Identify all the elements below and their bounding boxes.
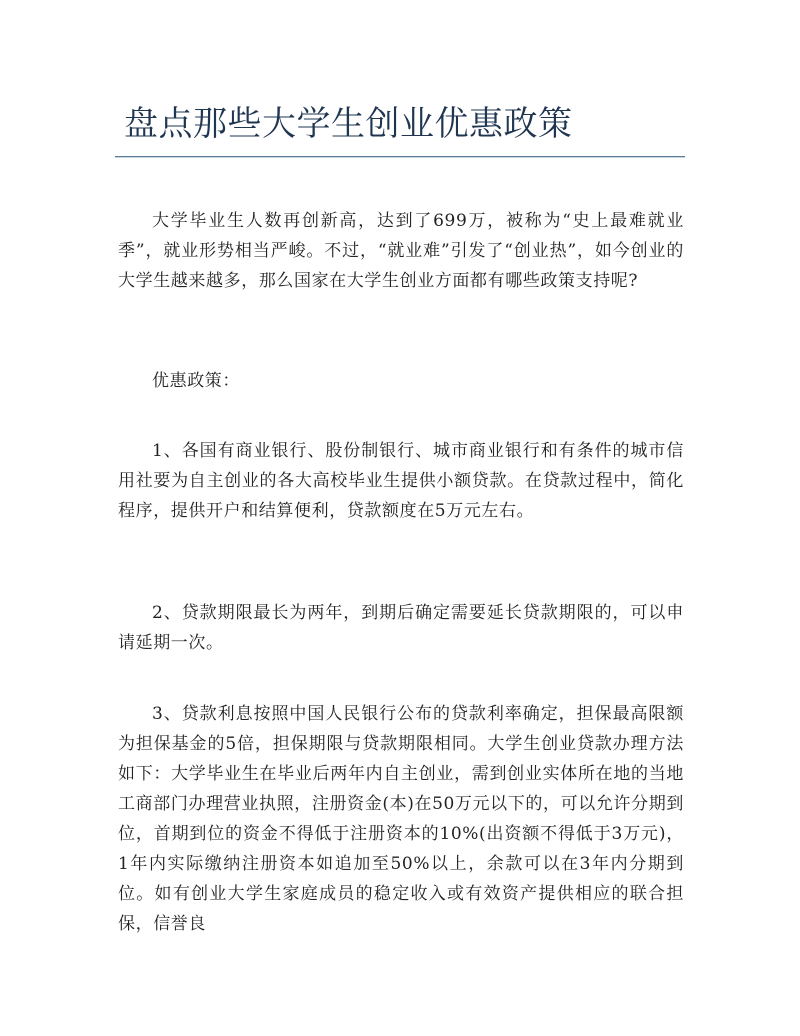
title-divider <box>115 156 685 158</box>
page-title: 盘点那些大学生创业优惠政策 <box>124 104 573 144</box>
intro-paragraph: 大学毕业生人数再创新高，达到了699万，被称为“史上最难就业季”，就业形势相当严峻。不过，“就业难”引发了“创业热”，如今创业的大学生越来越多，那么国家在大学生创业方面都有哪些政策支持呢? <box>118 211 684 291</box>
policy-item-1: 1、各国有商业银行、股份制银行、城市商业银行和有条件的城市信用社要为自主创业的各大高校毕业生提供小额贷款。在贷款过程中，简化程序，提供开户和结算便利，贷款额度在5万元左右。 <box>118 441 684 521</box>
section-heading: 优惠政策： <box>152 371 240 391</box>
policy-item-3: 3、贷款利息按照中国人民银行公布的贷款利率确定，担保最高限额为担保基金的5倍，担保期限与贷款期限相同。大学生创业贷款办理方法如下：大学毕业生在毕业后两年内自主创业，需到创业实体所在地的当地工商部门办理营业执照，注册资金(本)在50万元以下的，可以允许分期到位，首期到位的资金不得低于注册资本的10%(出资额不得低于3万元)，1年内实际缴纳注册资本如追加至50%以上，余款可以在3年内分期到位。如有创业大学生家庭成员的稳定收入或有效资产提供相应的联合担保，信誉良 <box>118 704 684 934</box>
policy-item-2: 2、贷款期限最长为两年，到期后确定需要延长贷款期限的，可以申请延期一次。 <box>118 603 684 653</box>
